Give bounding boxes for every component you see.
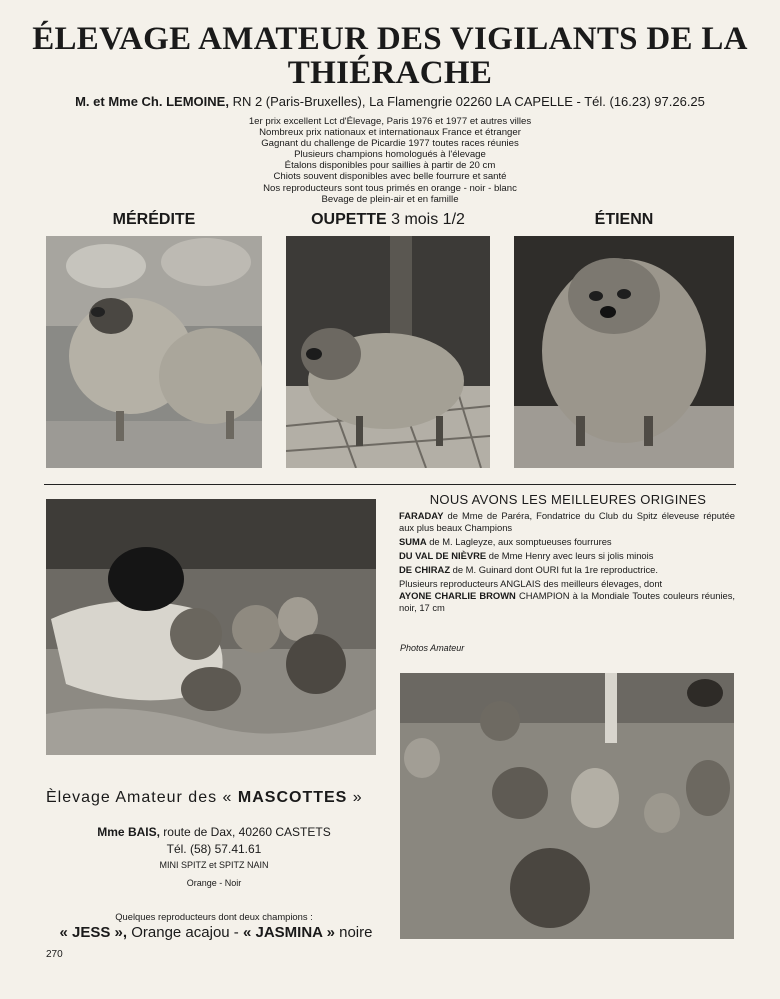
origin-name: DE CHIRAZ [399, 564, 451, 575]
mascottes-suffix: » [352, 789, 363, 806]
section-divider [44, 484, 736, 485]
feature-line: Nos reproducteurs sont tous primés en orange - noir - blanc [263, 182, 517, 194]
mascottes-reproducers: Quelques reproducteurs dont deux champions : [115, 911, 313, 922]
origin-desc: de M. Guinard dont OURI fut la 1re reproductrice. [450, 564, 658, 575]
champion-jasmina-desc: noire [334, 924, 373, 941]
caption-oupette [286, 211, 490, 229]
origin-item [399, 550, 735, 562]
origin-name: SUMA [399, 536, 427, 547]
origins-text [399, 510, 735, 616]
page-title: ÉLEVAGE AMATEUR DES VIGILANTS DE LA THIÉRACHE [32, 21, 748, 91]
feature-line: Étalons disponibles pour saillies à partir de 20 cm [284, 160, 496, 172]
origin-item [399, 564, 735, 576]
origin-item [399, 578, 735, 614]
caption-oupette-name: OUPETTE [311, 211, 387, 228]
photo-spitz-group [400, 673, 734, 939]
mascottes-colors: Orange - Noir [186, 878, 242, 888]
feature-line: Chiots souvent disponibles avec belle fourrure et santé [273, 171, 507, 183]
feature-line: 1er prix excellent Lct d'Élevage, Paris 1976 et 1977 et autres villes [248, 116, 532, 127]
photo-meredite [46, 236, 262, 468]
mascottes-owner-name: Mme BAIS, [97, 825, 160, 839]
origin-desc: CHAMPION à la Mondiale Toutes couleurs réunies, noir, 17 cm [399, 590, 735, 613]
breeder-location: RN 2 (Paris-Bruxelles), La Flamengrie 02260 LA CAPELLE - Tél. (16.23) 97.26.25 [232, 94, 705, 109]
mascottes-name: MASCOTTES [237, 789, 348, 806]
mascottes-prefix: Èlevage Amateur des « [46, 789, 233, 806]
page-number: 270 [46, 949, 63, 960]
origins-title: NOUS AVONS LES MEILLEURES ORIGINES [429, 492, 707, 507]
origin-item [399, 536, 735, 548]
caption-oupette-age: 3 mois 1/2 [391, 211, 465, 228]
breeder-address [30, 94, 750, 109]
photo-credit: Photos Amateur [400, 643, 465, 653]
mascottes-owner [46, 825, 382, 839]
mascottes-heading [46, 789, 382, 807]
photo-mascottes-group [46, 499, 376, 755]
origin-name: FARADAY [399, 510, 444, 521]
photo-etienn [514, 236, 734, 468]
origin-name: AYONE CHARLIE BROWN [399, 590, 516, 601]
caption-meredite: MÉRÉDITE [112, 211, 196, 228]
origin-desc: de M. Lagleyze, aux somptueuses fourrures [426, 536, 612, 547]
mascottes-owner-address: route de Dax, 40260 CASTETS [159, 825, 331, 839]
champion-jess-desc: Orange acajou - [127, 924, 243, 941]
champion-jess: « JESS », [59, 924, 128, 941]
mascottes-phone: Tél. (58) 57.41.61 [166, 842, 262, 856]
feature-line: Bevage de plein-air et en famille [321, 193, 459, 205]
origin-item [399, 510, 735, 534]
origin-english: Plusieurs reproducteurs ANGLAIS des meilleurs élevages, dont [399, 578, 663, 589]
mascottes-champions [46, 924, 386, 941]
photo-oupette [286, 236, 490, 468]
origin-name: DU VAL DE NIÈVRE [399, 550, 487, 561]
origin-desc: de Mme de Paréra, Fondatrice du Club du Spitz éleveuse réputée aux plus beaux Champions [399, 510, 735, 533]
breeder-owner: M. et Mme Ch. LEMOINE, [75, 94, 229, 109]
mascottes-breed: MINI SPITZ et SPITZ NAIN [159, 860, 269, 870]
origin-desc: de Mme Henry avec leurs si jolis minois [486, 550, 654, 561]
caption-etienn: ÉTIENN [594, 211, 654, 228]
feature-line: Plusieurs champions homologués à l'élevage [294, 149, 486, 161]
feature-line: Nombreux prix nationaux et internationaux France et étranger [259, 127, 521, 139]
champion-jasmina: « JASMINA » [242, 924, 335, 941]
feature-line: Gagnant du challenge de Picardie 1977 toutes races réunies [261, 138, 519, 150]
features-list [140, 116, 640, 205]
